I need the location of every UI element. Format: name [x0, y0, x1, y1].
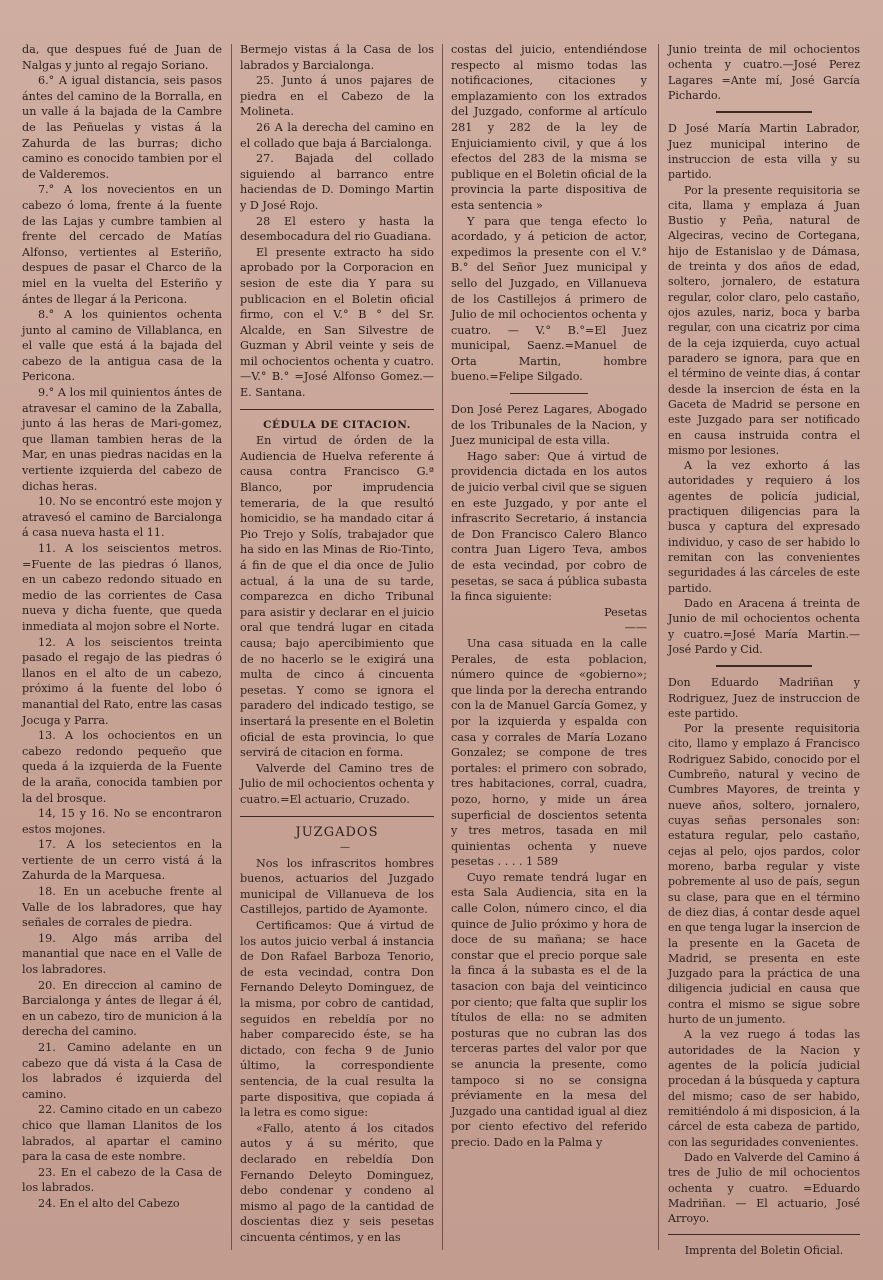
- column-rule: [442, 44, 443, 1250]
- pesetas-label: Pesetas: [604, 605, 647, 619]
- column-4: [668, 42, 860, 1259]
- section-divider: [240, 409, 434, 410]
- section-divider: [716, 111, 812, 113]
- juzgados-paragraph: Nos los infrascritos hombres buenos, actuarios del Juzgado municipal de Villanueva de los Castillejos, partido de Ayamonte.: [240, 856, 434, 917]
- column-rule: [231, 44, 232, 1250]
- cedula-paragraph: Valverde del Camino tres de Julio de mil ochocientos ochenta y cuatro.=El actuario, Cruzado.: [240, 761, 435, 806]
- column-rule: [658, 44, 659, 1250]
- boundary-paragraph: 22. Camino citado en un cabezo chico que llaman Llanitos de los labrados, al apartar el camino para la casa de este nombre.: [22, 1103, 222, 1164]
- column-3: [451, 42, 647, 1151]
- auction-paragraph: Cuyo remate tendrá lugar en esta Sala Audiencia, sita en la calle Colon, número cinco, el dia quince de Julio próximo y hora de doce de su mañana; se hace constar que el precio porque sale la finca á la subasta es el de la tasacion con baja del veinticinco por ciento; que falta que suplir los títulos de ella: no se admiten posturas que no cubran las dos terceras partes del valor por que se anuncia la presente, como tampoco si no se consigna préviamente en la mesa del Juzgado una cantidad igual al diez por ciento efectivo del referido precio. Dado en la Palma y: [451, 870, 647, 1149]
- pesetas-rule: ——: [624, 621, 647, 635]
- boundary-paragraph: 11. A los seiscientos metros. =Fuente de las piedras ó llanos, en un cabezo redondo situado en medio de las corrientes de Casa nueva y dicha fuente, que queda inmediata al mojon sobre el Norte.: [22, 542, 222, 633]
- boundary-paragraph: 6.° A igual distancia, seis pasos ántes del camino de la Borralla, en un valle á la bajada de la Cambre de las Peñuelas y vistas á la Zahurda de las burras; dicho camino es conocido tambien por el de Valderemos.: [22, 74, 222, 181]
- boundary-paragraph: 17. A los setecientos en la vertiente de un cerro vistá á la Zahurda de la Marquesa.: [22, 838, 222, 883]
- boundary-paragraph: 19. Algo más arriba del manantial que nace en el Valle de los labradores.: [22, 931, 222, 977]
- requisitoria-paragraph: Dado en Aracena á treinta de Junio de mil ochocientos ochenta y cuatro.=José María Martin.—José Pardo y Cid.: [668, 596, 860, 656]
- requisitoria-paragraph: Por la presente requisitoria cito, llamo y emplazo á Francisco Rodriguez Sabido, conocido por el Cumbreño, natural y vecino de Cumbres Mayores, de treinta y nueve años, soltero, jornalero, cuyas señas personales son: estatura regular, pelo castaño, cejas al pelo, ojos pardos, color moreno, barba regular y viste pobremente al uso de país, segun su clase, para que en el término de diez dias, á contar desde aquel en que tenga lugar la insercion de la presente en la Gaceta de Madrid, se presenta en este Juzgado para la práctica de una diligencia judicial en causa que contra el mismo se sigue sobre hurto de un jumento.: [668, 722, 860, 1027]
- boundary-paragraph: 8.° A los quinientos ochenta junto al camino de Villablanca, en el valle que está á la bajada del cabezo de la antigua casa de la Pericona.: [22, 308, 222, 384]
- boundary-paragraph: 26 A la derecha del camino en el collado que baja á Barcialonga.: [240, 120, 434, 150]
- boundary-paragraph: 13. A los ochocientos en un cabezo redondo pequeño que queda á la izquierda de la Fuente de la araña, conocida tambien por la del brosque.: [22, 729, 222, 805]
- boundary-paragraph: 9.° A los mil quinientos ántes de atravesar el camino de la Zaballa, junto á las heras de Mari-gomez, que llaman tambien heras de la Mar, en unas piedras nacidas en la vertiente izquierda del cabezo de dichas heras.: [22, 386, 222, 493]
- boundary-paragraph: 25. Junto á unos pajares de piedra en el Cabezo de la Molineta.: [240, 74, 434, 119]
- edict-intro: D José María Martin Labrador, Juez municipal interino de instruccion de esta villa y su partido.: [668, 122, 860, 182]
- heading-dash: —: [340, 842, 350, 854]
- juzgados-paragraph: Certificamos: Que á virtud de los autos juicio verbal á instancia de Don Rafael Barboza Tenorio, de esta vecindad, contra Don Fernando Deleyto Dominguez, de la misma, por cobro de cantidad, seguidos en rebeldía por no haber comparecido éste, se ha dictado, con fecha 9 de Junio último, la correspondiente sentencia, de la cual resulta la parte dispositiva, que copiada á la letra es como sigue:: [240, 919, 434, 1120]
- cedula-heading: CÉDULA DE CITACION.: [263, 418, 411, 431]
- boundary-paragraph: 23. En el cabezo de la Casa de los labrados.: [22, 1165, 222, 1195]
- boundary-paragraph: 28 El estero y hasta la desembocadura del rio Guadiana.: [240, 214, 434, 244]
- section-divider: [240, 816, 434, 817]
- juzgados-heading: JUZGADOS: [295, 824, 379, 840]
- section-divider: [668, 1234, 860, 1235]
- requisitoria-paragraph: Dado en Valverde del Camino á tres de Julio de mil ochocientos ochenta y cuatro. =Eduardo Madriñan. — El actuario, José Arroyo.: [668, 1150, 860, 1226]
- boundary-paragraph: da, que despues fué de Juan de Nalgas y junto al regajo Soriano.: [22, 43, 222, 72]
- edict-intro: Don José Perez Lagares, Abogado de los Tribunales de la Nacion, y Juez municipal de esta villa.: [451, 403, 647, 448]
- property-description: Una casa situada en la calle Perales, de esta poblacion, número quince de «gobierno»; que linda por la derecha entrando con la de Manuel García Gomez, y por la izquierda y espalda con casa y corrales de María Lozano Gonzalez; se compone de tres portales: el primero con sobrado, tres habitaciones, corral, cuadra, pozo, horno, y mide un área superficial de doscientos setenta y tres metros, tasada en mil quinientas ochenta y nueve pesetas . . . . 1 589: [451, 636, 647, 869]
- juzgados-paragraph: «Fallo, atento á los citados autos y á su mérito, que declarado en rebeldía Don Fernando Deleyto Dominguez, debo condenar y condeno al mismo al pago de la cantidad de doscientas diez y seis pesetas cincuenta céntimos, y en las: [240, 1121, 434, 1244]
- printer-imprint: Imprenta del Boletin Oficial.: [684, 1244, 844, 1258]
- sentence-paragraph: costas del juicio, entendiéndose respecto al mismo todas las notificaciones, citaciones y emplazamiento con los extrados del Juzgado, conforme al artículo 281 y 282 de la ley de Enjuiciamiento civil, y que á los efectos del 283 de la misma se publique en el Boletin oficial de la provincia la parte dispositiva de esta sentencia »: [451, 43, 647, 212]
- boundary-paragraph: 20. En direccion al camino de Barcialonga y ántes de llegar á él, en un cabezo, tiro de municion á la derecha del camino.: [22, 978, 222, 1039]
- approval-paragraph: El presente extracto ha sido aprobado por la Corporacion en sesion de este dia Y para su publicacion en el Boletin oficial firmo, con el V.° B ° del Sr. Alcalde, en San Silvestre de Guzman y Abril veinte y seis de mil ochocientos ochenta y cuatro.—V.° B.° =José Alfonso Gomez.—E. Santana.: [240, 245, 434, 400]
- boundary-paragraph: 10. No se encontró este mojon y atravesó el camino de Barcialonga á casa nueva hasta el 11.: [22, 495, 222, 540]
- boundary-paragraph: 7.° A los novecientos en un cabezo ó loma, frente á la fuente de las Lajas y cumbre tambien al frente del cercado de Matías Alfonso, vertientes al Esteriño, despues de pasar el Charco de la miel en la vuelta del Esteriño y ántes de llegar á la Pericona.: [22, 183, 222, 306]
- boundary-paragraph: 12. A los seiscientos treinta pasado el regajo de las piedras ó llanos en el alto de un cabezo, próximo á la fuente del lobo ó manantial del Rato, entre las casas Jocuga y Parra.: [22, 635, 222, 727]
- boundary-paragraph: 24. En el alto del Cabezo: [38, 1196, 180, 1210]
- sentence-paragraph: Y para que tenga efecto lo acordado, y á peticion de actor, expedimos la presente con el V.° B.° del Señor Juez municipal y sello del Juzgado, en Villanueva de los Castillejos á primero de Julio de mil ochocientos ochenta y cuatro. — V.° B.°=El Juez municipal, Saenz.=Manuel de Orta Martin, hombre bueno.=Felipe Silgado.: [451, 214, 647, 384]
- cedula-paragraph: En virtud de órden de la Audiencia de Huelva referente á causa contra Francisco G.ª Blanco, por imprudencia temeraria, de la que resultó homicidio, se ha mandado citar á Pio Trejo y Solís, trabajador que ha sido en las Minas de Rio-Tinto, á fin de que el dia once de Julio actual, á la una de su tarde, comparezca en dicho Tribunal para asistir y declarar en el juicio oral que tendrá lugar en citada causa; bajo apercibimiento que de no hacerlo se le exigirá una multa de cinco á cincuenta pesetas. Y como se ignora el paradero del indicado testigo, se insertará la presente en el Boletin oficial de esta provincia, lo que servirá de citacion en forma.: [240, 434, 434, 760]
- boundary-paragraph: 14, 15 y 16. No se encontraron estos mojones.: [22, 807, 222, 836]
- boundary-paragraph: 18. En un acebuche frente al Valle de los labradores, que hay señales de corrales de piedra.: [22, 885, 222, 930]
- column-1: [22, 42, 222, 1212]
- signature-paragraph: Junio treinta de mil ochocientos ochenta y cuatro.—José Perez Lagares =Ante mí, José García Pichardo.: [668, 43, 860, 102]
- edict-intro: Don Eduardo Madriñan y Rodriguez, Juez de instruccion de este partido.: [668, 676, 860, 720]
- requisitoria-paragraph: A la vez exhorto á las autoridades y requiero á los agentes de policía judicial, practiquen diligencias para la busca y captura del expresado individuo, y caso de ser habido lo remitan con las convenientes seguridades á las cárceles de este partido.: [668, 459, 860, 595]
- section-divider: [510, 393, 588, 394]
- requisitoria-paragraph: Por la presente requisitoria se cita, llama y emplaza á Juan Bustio y Peña, natural de Algeciras, vecino de Cortegana, hijo de Estanislao y de Dámasa, de treinta y dos años de edad, soltero, jornalero, de estatura regular, color claro, pelo castaño, ojos azules, nariz, boca y barba regular, con una cicatriz por cima de la ceja izquierda, cuyo actual paradero se ignora, para que en el término de veinte dias, á contar desde la insercion de ésta en la Gaceta de Madrid se persone en este Juzgado para ser notificado en causa instruida contra el mismo por lesiones.: [668, 183, 860, 457]
- boundary-paragraph: 27. Bajada del collado siguiendo al barranco entre haciendas de D. Domingo Martin y D José Rojo.: [240, 152, 434, 212]
- edict-paragraph: Hago saber: Que á virtud de providencia dictada en los autos de juicio verbal civil que se siguen en este Juzgado, y por ante el infrascrito Secretario, á instancia de Don Francisco Calero Blanco contra Juan Ligero Teva, ambos de esta vecindad, por cobro de pesetas, se saca á pública subasta la finca siguiente:: [451, 449, 647, 604]
- boundary-paragraph: Bermejo vistas á la Casa de los labrados y Barcialonga.: [240, 43, 434, 72]
- boundary-paragraph: 21. Camino adelante en un cabezo que dá vista á la Casa de los labrados é izquierda del camino.: [22, 1041, 222, 1101]
- column-2: [240, 42, 434, 1246]
- section-divider: [716, 665, 812, 667]
- requisitoria-paragraph: A la vez ruego á todas las autoridades de la Nacion y agentes de la policía judicial procedan á la búsqueda y captura del mismo; caso de ser habido, remitiéndolo á mi disposicion, á la cárcel de esta cabeza de partido, con las seguridades convenientes.: [668, 1028, 860, 1149]
